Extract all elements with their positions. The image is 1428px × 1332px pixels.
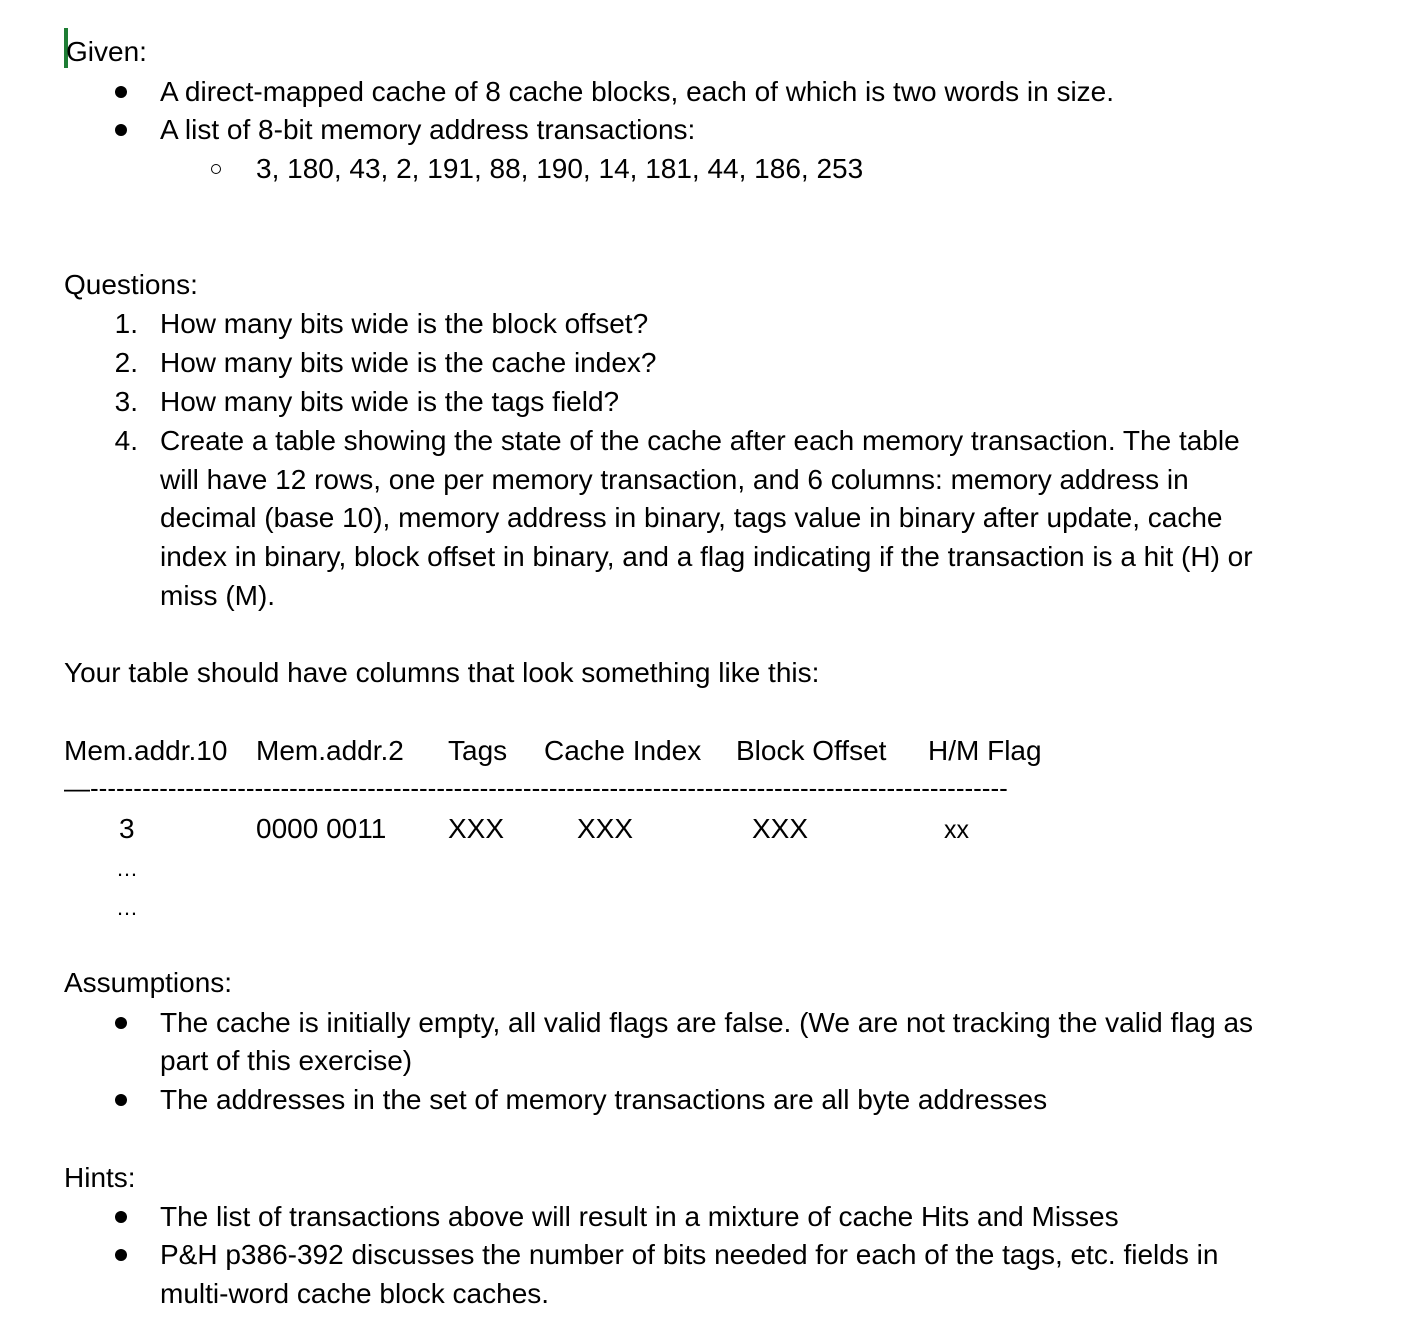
bullet-icon — [115, 1249, 127, 1261]
bullet-icon — [115, 1017, 127, 1029]
questions-heading: Questions: — [64, 269, 198, 300]
header-mem-addr-2: Mem.addr.2 — [256, 735, 404, 766]
cell-tags: XXX — [448, 813, 505, 844]
bullet-icon — [115, 1094, 127, 1106]
table-separator: —---------------------------------------------------------------------------------------------------------- — [64, 773, 1008, 803]
question-number: 4. — [114, 425, 138, 456]
question-2: How many bits wide is the cache index? — [160, 347, 657, 378]
hollow-bullet-icon — [211, 164, 221, 174]
address-list: 3, 180, 43, 2, 191, 88, 190, 14, 181, 44, 186, 253 — [256, 153, 864, 184]
question-3: How many bits wide is the tags field? — [160, 386, 620, 417]
question-number: 2. — [114, 347, 138, 378]
question-4-line-3: decimal (base 10), memory address in binary, tags value in binary after update, cache — [160, 502, 1223, 533]
bullet-icon — [115, 124, 127, 136]
question-1: How many bits wide is the block offset? — [160, 308, 649, 339]
header-tags: Tags — [448, 735, 508, 766]
question-4-line-2: will have 12 rows, one per memory transaction, and 6 columns: memory address in — [160, 464, 1189, 495]
cell-mem-addr-2: 0000 0011 — [256, 813, 387, 844]
assumption-2: The addresses in the set of memory transactions are all byte addresses — [160, 1084, 1048, 1115]
question-number: 3. — [114, 386, 138, 417]
given-bullet-2: A list of 8-bit memory address transactions: — [160, 114, 696, 145]
header-hm-flag: H/M Flag — [928, 735, 1042, 766]
header-block-offset: Block Offset — [736, 735, 887, 766]
table-intro: Your table should have columns that look something like this: — [64, 657, 820, 688]
cell-hm-flag: xx — [944, 816, 969, 844]
header-cache-index: Cache Index — [544, 735, 702, 766]
ellipsis-row: … — [116, 856, 139, 881]
assumption-1-line-1: The cache is initially empty, all valid flags are false. (We are not tracking the valid flag as — [160, 1007, 1254, 1038]
question-4-line-5: miss (M). — [160, 580, 276, 611]
question-4-line-4: index in binary, block offset in binary, and a flag indicating if the transaction is a hit (H) or — [160, 541, 1253, 572]
assumptions-heading: Assumptions: — [64, 967, 233, 998]
hint-2-line-1: P&H p386-392 discusses the number of bits needed for each of the tags, etc. fields in — [160, 1239, 1219, 1270]
hints-heading: Hints: — [64, 1162, 136, 1193]
assumption-1-line-2: part of this exercise) — [160, 1045, 413, 1076]
question-4-line-1: Create a table showing the state of the cache after each memory transaction. The table — [160, 425, 1240, 456]
hint-2-line-2: multi-word cache block caches. — [160, 1278, 550, 1309]
question-number: 1. — [114, 308, 138, 339]
hint-1: The list of transactions above will result in a mixture of cache Hits and Misses — [160, 1201, 1119, 1232]
given-bullet-1: A direct-mapped cache of 8 cache blocks, each of which is two words in size. — [160, 76, 1115, 107]
bullet-icon — [115, 86, 127, 98]
cell-block-offset: XXX — [752, 813, 809, 844]
cell-mem-addr-10: 3 — [119, 813, 135, 844]
given-heading: Given: — [66, 36, 147, 67]
ellipsis-row: … — [116, 895, 139, 920]
header-mem-addr-10: Mem.addr.10 — [64, 735, 228, 766]
bullet-icon — [115, 1211, 127, 1223]
cell-cache-index: XXX — [577, 813, 634, 844]
